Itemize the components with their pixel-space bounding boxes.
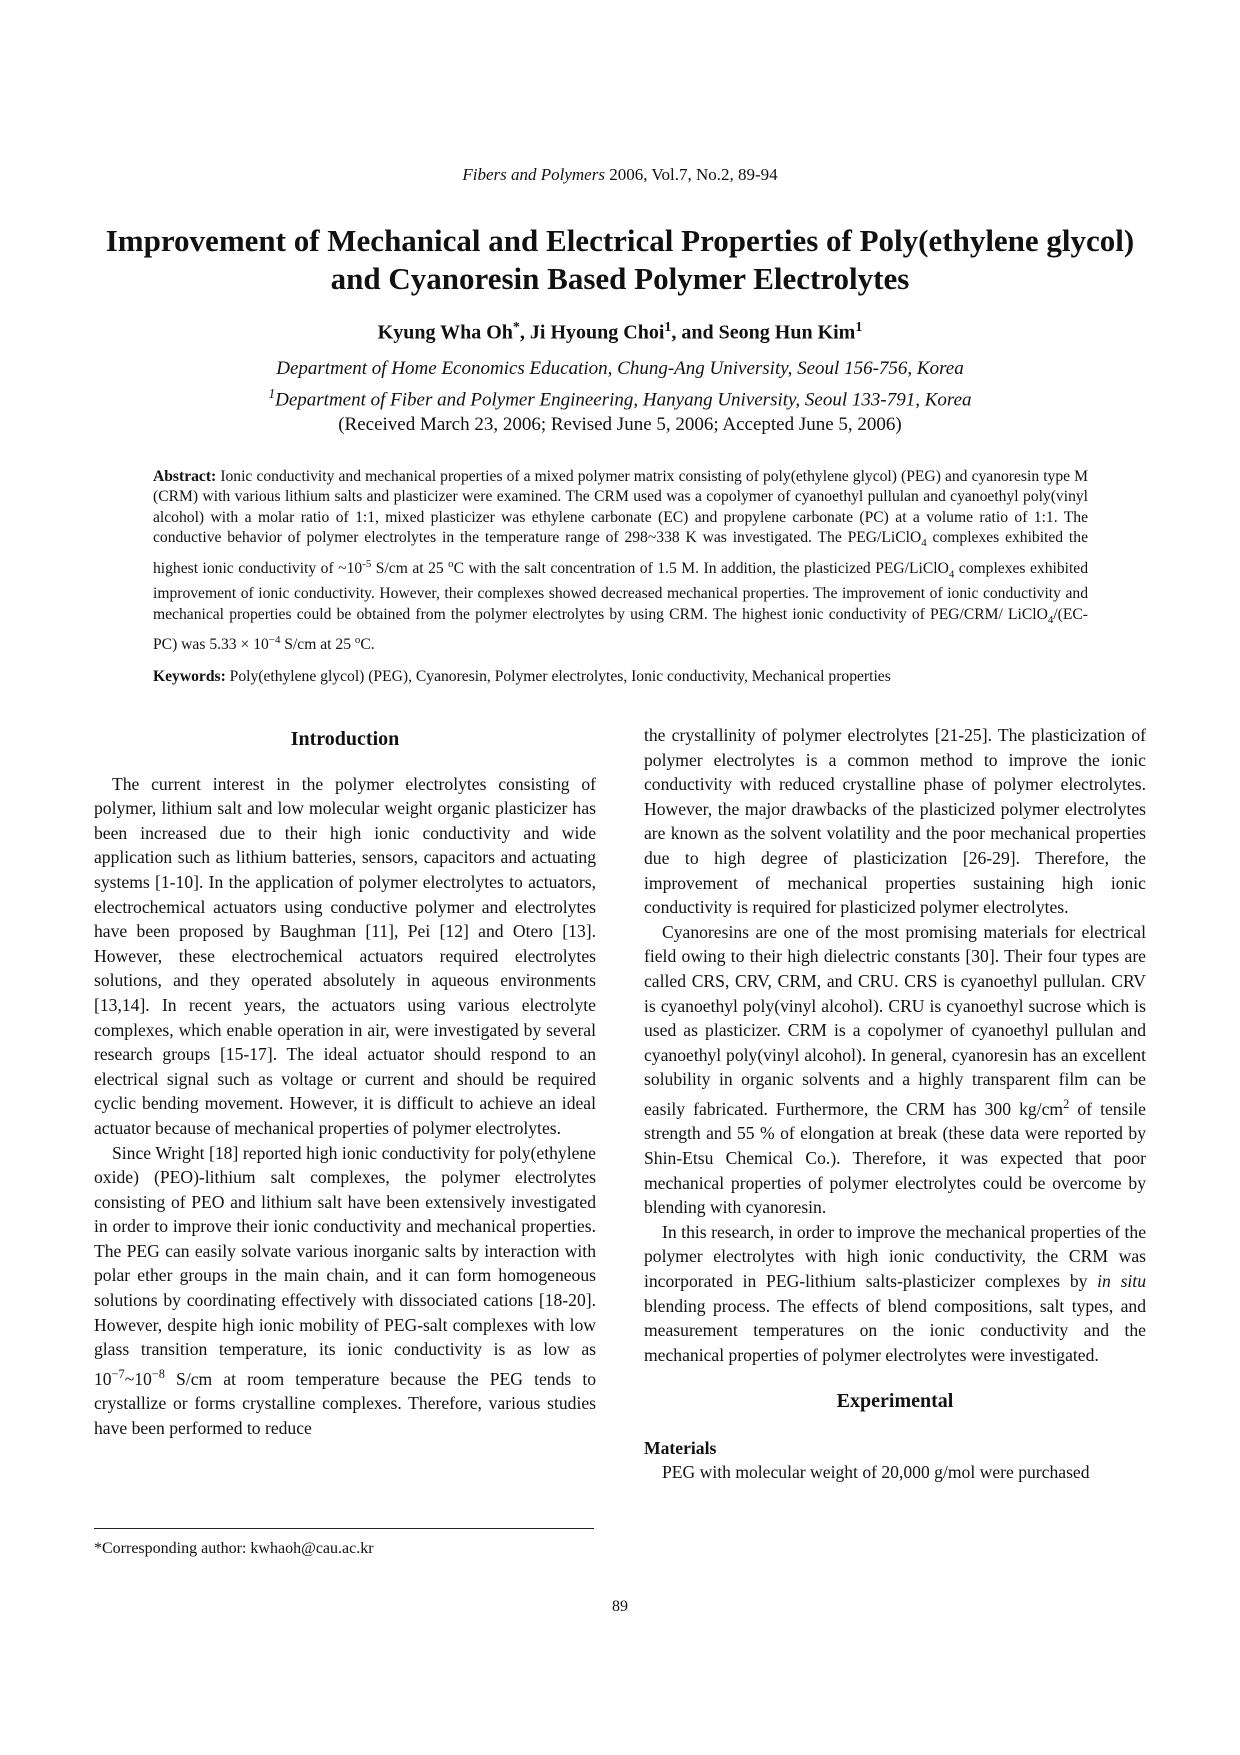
journal-name: Fibers and Polymers (462, 165, 605, 184)
abstract-sup-3: o (448, 557, 454, 570)
keywords (153, 667, 1088, 687)
intro-p2-text-b: ~10 (124, 1368, 152, 1389)
intro-p2-text-a: Since Wright [18] reported high ionic conductivity for poly(ethylene oxide) (PEO)-lithium salt complexes, the polymer electrolytes consisting of PEO and lithium salt have been extensively investigated in order to improve their ionic conductivity and mechanical properties. The PEG can easily solvate various inorganic salts by interaction with polar ether groups in the main chain, and it can form homogeneous solutions by coordinating effectively with dissociated cations [18-20]. However, despite high ionic mobility of PEG-salt complexes with low glass transition temperature, its ionic conductivity is as low as 10 (94, 1142, 596, 1389)
right-paragraph-3 (644, 1220, 1146, 1368)
abstract-sup-6: −4 (268, 634, 281, 647)
right-p3-italic: in situ (1097, 1270, 1146, 1291)
affiliation-1: Department of Home Economics Education, Chung-Ang University, Seoul 156-756, Korea (276, 358, 964, 379)
abstract-sub-5: 4 (1047, 613, 1054, 626)
keywords-label: Keywords: (153, 668, 226, 685)
left-column (94, 723, 596, 1440)
author-1-mark: * (512, 320, 520, 335)
abstract-text-1: Ionic conductivity and mechanical properties of a mixed polymer matrix consisting of poly(ethylene glycol) (PEG) and cyanoresin type M (CRM) with various lithium salts and plasticizer were examined. The CRM used was a copolymer of cyanoethyl pullulan and cyanoethyl poly(vinyl alcohol) with a molar ratio of 1:1, mixed plasticizer was ethylene carbonate (EC) and propylene carbonate (PC) at a volume ratio of 1:1. The conductive behavior of polymer electrolytes in the temperature range of 298~338 K was investigated. The PEG/LiClO (153, 468, 1088, 547)
right-p2-sup: 2 (1063, 1096, 1070, 1111)
author-list (0, 320, 1240, 345)
affiliation-2-text: Department of Fiber and Polymer Engineering, Hanyang University, Seoul 133-791, Korea (275, 389, 972, 411)
abstract-sub-4: 4 (948, 568, 955, 581)
affiliation-2-mark: 1 (268, 386, 276, 401)
right-paragraph-2 (644, 920, 1146, 1220)
abstract-label: Abstract: (153, 468, 217, 485)
abstract-text-7: S/cm at 25 (280, 636, 355, 654)
abstract-text-8: C. (360, 636, 375, 654)
right-paragraph-1: the crystallinity of polymer electrolytes [21-25]. The plasticization of polymer electrolytes is a common method to improve the ionic conductivity with reduced crystalline phase of polymer electrolytes. However, the major drawbacks of the plasticized polymer electrolytes are known as the solvent volatility and the poor mechanical properties due to high degree of plasticization [26-29]. Therefore, the improvement of mechanical properties sustaining high ionic conductivity is required for plasticized polymer electrolytes. (644, 725, 1146, 918)
received-dates: (Received March 23, 2006; Revised June 5, 2006; Accepted June 5, 2006) (338, 414, 902, 436)
author-2: Ji Hyoung Choi (529, 321, 665, 344)
intro-paragraph-1: The current interest in the polymer electrolytes consisting of polymer, lithium salt and low molecular weight organic plasticizer has been increased due to their high ionic conductivity and wide application such as lithium batteries, sensors, capacitors and actuating systems [1-10]. In the application of polymer electrolytes to actuators, electrochemical actuators using conductive polymer and electrolytes have been proposed by Baughman [11], Pei [12] and Otero [13]. However, these electrochemical actuators required electrolytes solutions, and they operated absolutely in aqueous environments [13,14]. In recent years, the actuators using various electrolyte complexes, which enable operation in air, were investigated by several research groups [15-17]. The ideal actuator should respond to an electrical signal such as voltage or current and should be required cyclic bending movement. However, it is difficult to achieve an ideal actuator because of mechanical properties of polymer electrolytes. (94, 773, 596, 1138)
author-separator-1: , (519, 321, 530, 344)
right-p3-text-b: blending process. The effects of blend compositions, salt types, and measurement temperatures on the ionic conductivity and the mechanical properties of polymer electrolytes were investigated. (644, 1295, 1146, 1365)
abstract-text-4: C with the salt concentration of 1.5 M. In addition, the plasticized PEG/LiClO (453, 559, 949, 577)
abstract-text-3: S/cm at 25 (371, 559, 449, 577)
author-3-mark: 1 (855, 320, 863, 335)
right-p3-text-a: In this research, in order to improve the mechanical properties of the polymer electrolytes with high ionic conductivity, the CRM was incorporated in PEG-lithium salts-plasticizer complexes by (644, 1221, 1146, 1291)
title-line-1: Improvement of Mechanical and Electrical Properties of Poly(ethylene glycol) (105, 223, 1135, 258)
abstract-text-5: complexes exhibited improvement of ionic conductivity. However, their complexes showed decreased mechanical properties. The improvement of ionic conductivity and mechanical properties could be obtained from the polymer electrolytes by using CRM. The highest ionic conductivity of PEG/CRM/ LiClO (153, 559, 1089, 623)
right-p2-text-a: Cyanoresins are one of the most promising materials for electrical field owing to their high dielectric constants [30]. Their four types are called CRS, CRV, CRM, and CRU. CRS is cyanoethyl pullulan. CRV is cyanoethyl poly(vinyl alcohol). CRU is cyanoethyl sucrose which is used as plasticizer. CRM is a copolymer of cyanoethyl pullulan and cyanoethyl poly(vinyl alcohol). In general, cyanoresin has an excellent solubility in organic solvents and a highly transparent film can be easily fabricated. Furthermore, the CRM has 300 kg/cm (644, 921, 1146, 1119)
journal-header (0, 165, 1240, 185)
author-separator-2: , and (671, 321, 719, 344)
intro-p2-sup-2: −8 (151, 1366, 165, 1381)
materials-heading: Materials (644, 1437, 717, 1458)
corresponding-author-footnote: *Corresponding author: kwhaoh@cau.ac.kr (94, 1540, 374, 1557)
abstract (153, 467, 1088, 656)
abstract-text-2: complexes exhibited the highest ionic conductivity of ~10 (153, 529, 1088, 577)
right-column (644, 723, 1146, 1485)
abstract-sup-2: -5 (362, 557, 372, 570)
affiliation-2 (0, 381, 1240, 412)
intro-p2-text-c: S/cm at room temperature because the PEG tends to crystallize or forms crystalline complexes. Therefore, various studies have been performed to reduce (94, 1368, 596, 1438)
keywords-text: Poly(ethylene glycol) (PEG), Cyanoresin, Polymer electrolytes, Ionic conductivity, Mechanical properties (225, 668, 891, 685)
experimental-heading: Experimental (836, 1390, 954, 1413)
author-3: Seong Hun Kim (718, 321, 856, 344)
author-1: Kyung Wha Oh (377, 321, 513, 344)
affiliations (0, 356, 1240, 437)
author-2-mark: 1 (664, 320, 672, 335)
intro-p2-sup-1: −7 (111, 1366, 125, 1381)
intro-paragraph-2 (94, 1141, 596, 1441)
right-p2-text-b: of tensile strength and 55 % of elongation at break (these data were reported by Shin-Etsu Chemical Co.). Therefore, it was expected that poor mechanical properties of polymer electrolytes could be overcome by blending with cyanoresin. (644, 1098, 1146, 1218)
title-line-2: and Cyanoresin Based Polymer Electrolytes (330, 261, 910, 296)
page-number: 89 (612, 1598, 628, 1615)
materials-paragraph: PEG with molecular weight of 20,000 g/mol were purchased (662, 1462, 1090, 1483)
abstract-sup-7: o (354, 634, 361, 647)
introduction-heading: Introduction (290, 728, 400, 750)
journal-citation: 2006, Vol.7, No.2, 89-94 (604, 165, 778, 184)
footnote-rule (94, 1528, 594, 1529)
abstract-text-6: /(EC-PC) was 5.33 × 10 (153, 605, 1088, 654)
abstract-sub-1: 4 (921, 537, 927, 550)
paper-title (90, 222, 1150, 298)
